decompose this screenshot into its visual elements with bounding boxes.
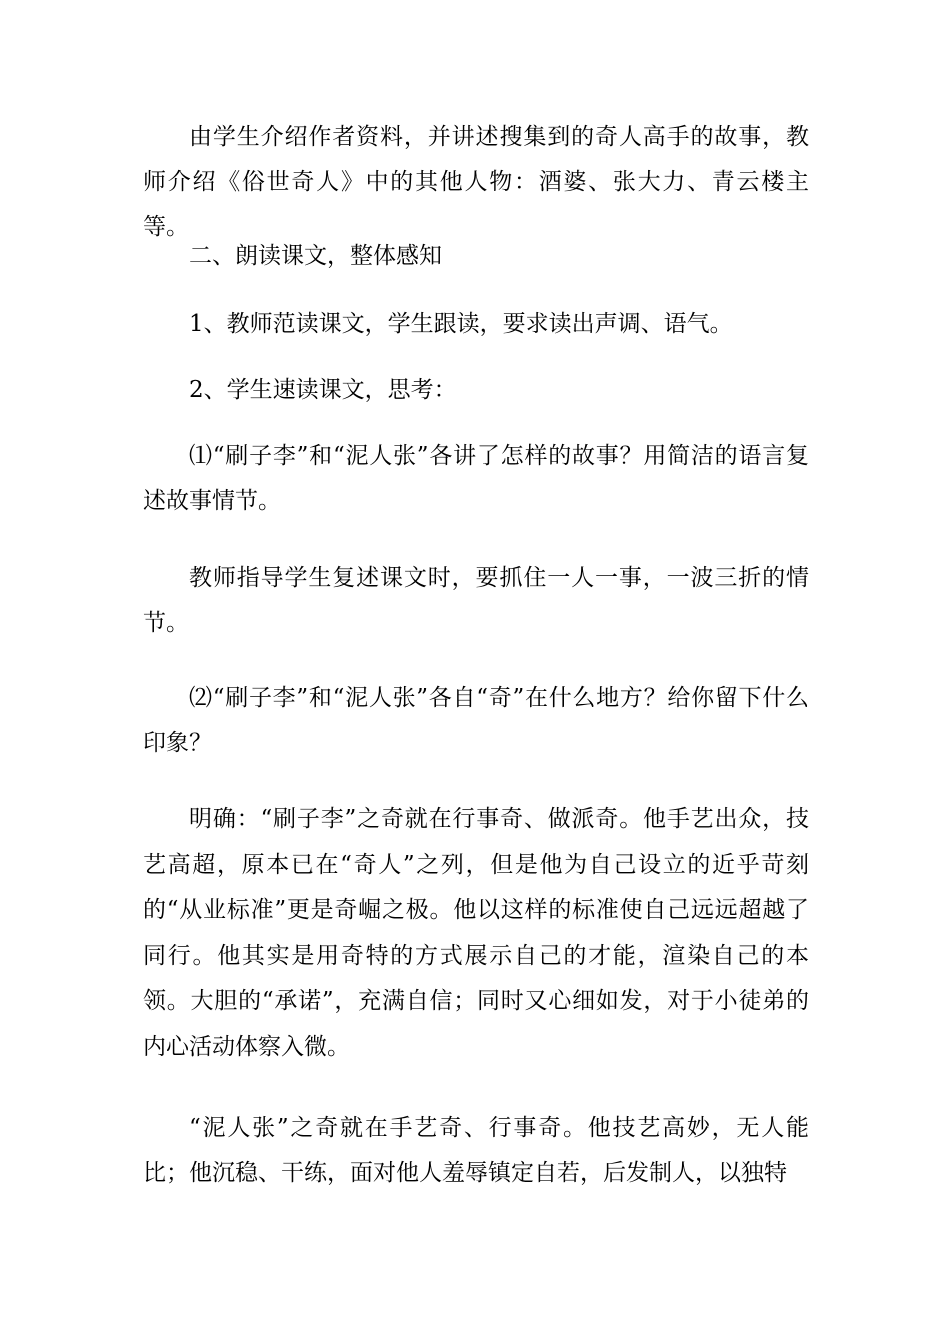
paragraph-question-2: ⑵“刷子李”和“泥人张”各自“奇”在什么地方？给你留下什么印象？	[143, 685, 809, 756]
paragraph-teacher-guidance: 教师指导学生复述课文时，要抓住一人一事，一波三折的情节。	[143, 565, 809, 636]
section-heading-reading: 二、朗读课文，整体感知	[189, 243, 442, 269]
paragraph-author-intro: 由学生介绍作者资料，并讲述搜集到的奇人高手的故事，教师介绍《俗世奇人》中的其他人物：酒婆、张大力、青云楼主等。	[143, 124, 809, 240]
paragraph-step-2: 2、学生速读课文，思考：	[189, 377, 457, 403]
paragraph-answer-nirenzhang: “泥人张”之奇就在手艺奇、行事奇。他技艺高妙，无人能比；他沉稳、干练，面对他人羞辱镇定自若，后发制人，以独特	[143, 1115, 809, 1186]
paragraph-question-1: ⑴“刷子李”和“泥人张”各讲了怎样的故事？用简洁的语言复述故事情节。	[143, 443, 809, 514]
paragraph-step-1: 1、教师范读课文，学生跟读，要求读出声调、语气。	[189, 311, 733, 337]
paragraph-answer-shuazili: 明确：“刷子李”之奇就在行事奇、做派奇。他手艺出众，技艺高超，原本已在“奇人”之列，但是他为自己设立的近乎苛刻的“从业标准”更是奇崛之极。他以这样的标准使自己远远超越了同行。他其实是用奇特的方式展示自己的才能，渲染自己的本领。大胆的“承诺”，充满自信；同时又心细如发，对于小徒弟的内心活动体察入微。	[143, 806, 809, 1060]
